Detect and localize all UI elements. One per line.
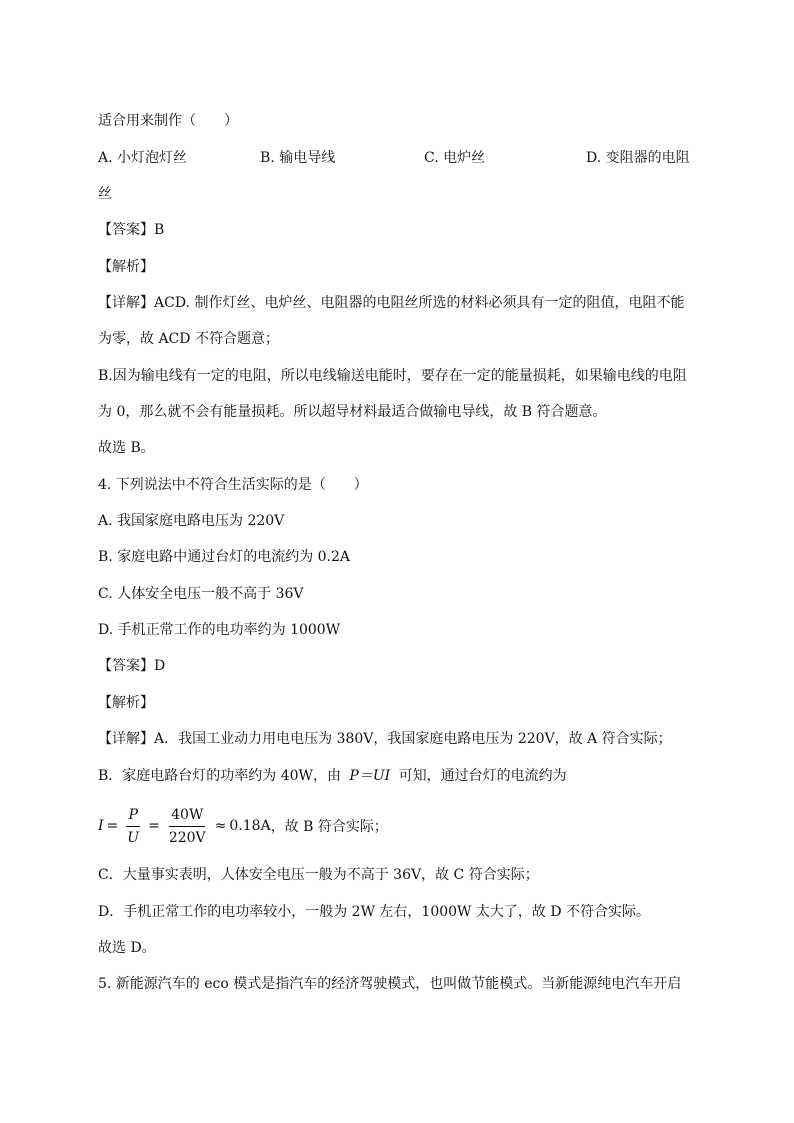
option-c: C. 电炉丝	[424, 150, 486, 166]
detail-text: 【详解】A．我国工业动力用电电压为 380V，我国家庭电路电压为 220V，故 A 符合实际；	[98, 731, 672, 747]
formula-equals: =	[106, 818, 119, 834]
fraction-numerator: P	[126, 806, 139, 827]
detail-text: 为零，故 ACD 不符合题意；	[98, 331, 279, 347]
detail-text: C．大量事实表明，人体安全电压一般为不高于 36V，故 C 符合实际；	[98, 867, 539, 883]
conclusion-text: 故选 D。	[98, 940, 156, 956]
question-4-stem: 4. 下列说法中不符合生活实际的是（ ）	[98, 477, 368, 493]
option-a: A. 小灯泡灯丝	[98, 150, 188, 166]
fraction-p-over-u	[125, 806, 141, 847]
analysis-label: 【解析】	[98, 259, 154, 275]
fraction-numerator: 40W	[169, 806, 205, 827]
option-b: B. 输电导线	[260, 150, 336, 166]
question-3-stem-end: 适合用来制作（ ）	[98, 113, 238, 129]
detail-text-part: 可知，通过台灯的电流约为	[398, 768, 567, 784]
inline-formula: P＝UI	[349, 768, 391, 784]
detail-text: B.因为输电线有一定的电阻，所以电线输送电能时，要存在一定的能量损耗，如果输电线的电阻	[98, 368, 687, 384]
formula-lhs: I	[98, 818, 104, 834]
fraction-values	[167, 806, 208, 847]
detail-text: D．手机正常工作的电功率较小，一般为 2W 左右，1000W 太大了，故 D 不符合实际。	[98, 904, 651, 920]
option-d: D. 变阻器的电阻	[586, 150, 690, 166]
formula-tail: ，故 B 符合实际；	[270, 819, 388, 835]
option-b: B. 家庭电路中通过台灯的电流约为 0.2A	[98, 549, 351, 565]
formula-equals: =	[148, 818, 160, 834]
question-5-stem: 5. 新能源汽车的 eco 模式是指汽车的经济驾驶模式，也叫做节能模式。当新能源纯电汽车开启	[98, 976, 682, 992]
fraction-denominator: U	[127, 829, 140, 846]
conclusion-text: 故选 B。	[98, 440, 155, 456]
fraction-denominator: 220V	[168, 829, 206, 846]
analysis-label: 【解析】	[98, 695, 154, 711]
formula-approx: ≈	[214, 818, 227, 834]
current-formula	[98, 802, 388, 850]
answer-label: 【答案】D	[98, 658, 166, 674]
option-d: D. 手机正常工作的电功率约为 1000W	[98, 622, 341, 638]
detail-text	[98, 767, 567, 785]
option-c: C. 人体安全电压一般不高于 36V	[98, 586, 304, 602]
option-a: A. 我国家庭电路电压为 220V	[98, 513, 285, 529]
detail-text: 为 0，那么就不会有能量损耗。所以超导材料最适合做输电导线，故 B 符合题意。	[98, 404, 607, 420]
formula-result: 0.18A	[229, 818, 271, 834]
option-d-continued: 丝	[98, 186, 112, 202]
detail-text: 【详解】ACD. 制作灯丝、电炉丝、电阻器的电阻丝所选的材料必须具有一定的阻值，电阻不能	[98, 295, 685, 311]
answer-label: 【答案】B	[98, 222, 165, 238]
detail-text-part: B．家庭电路台灯的功率约为 40W，由	[98, 768, 341, 784]
